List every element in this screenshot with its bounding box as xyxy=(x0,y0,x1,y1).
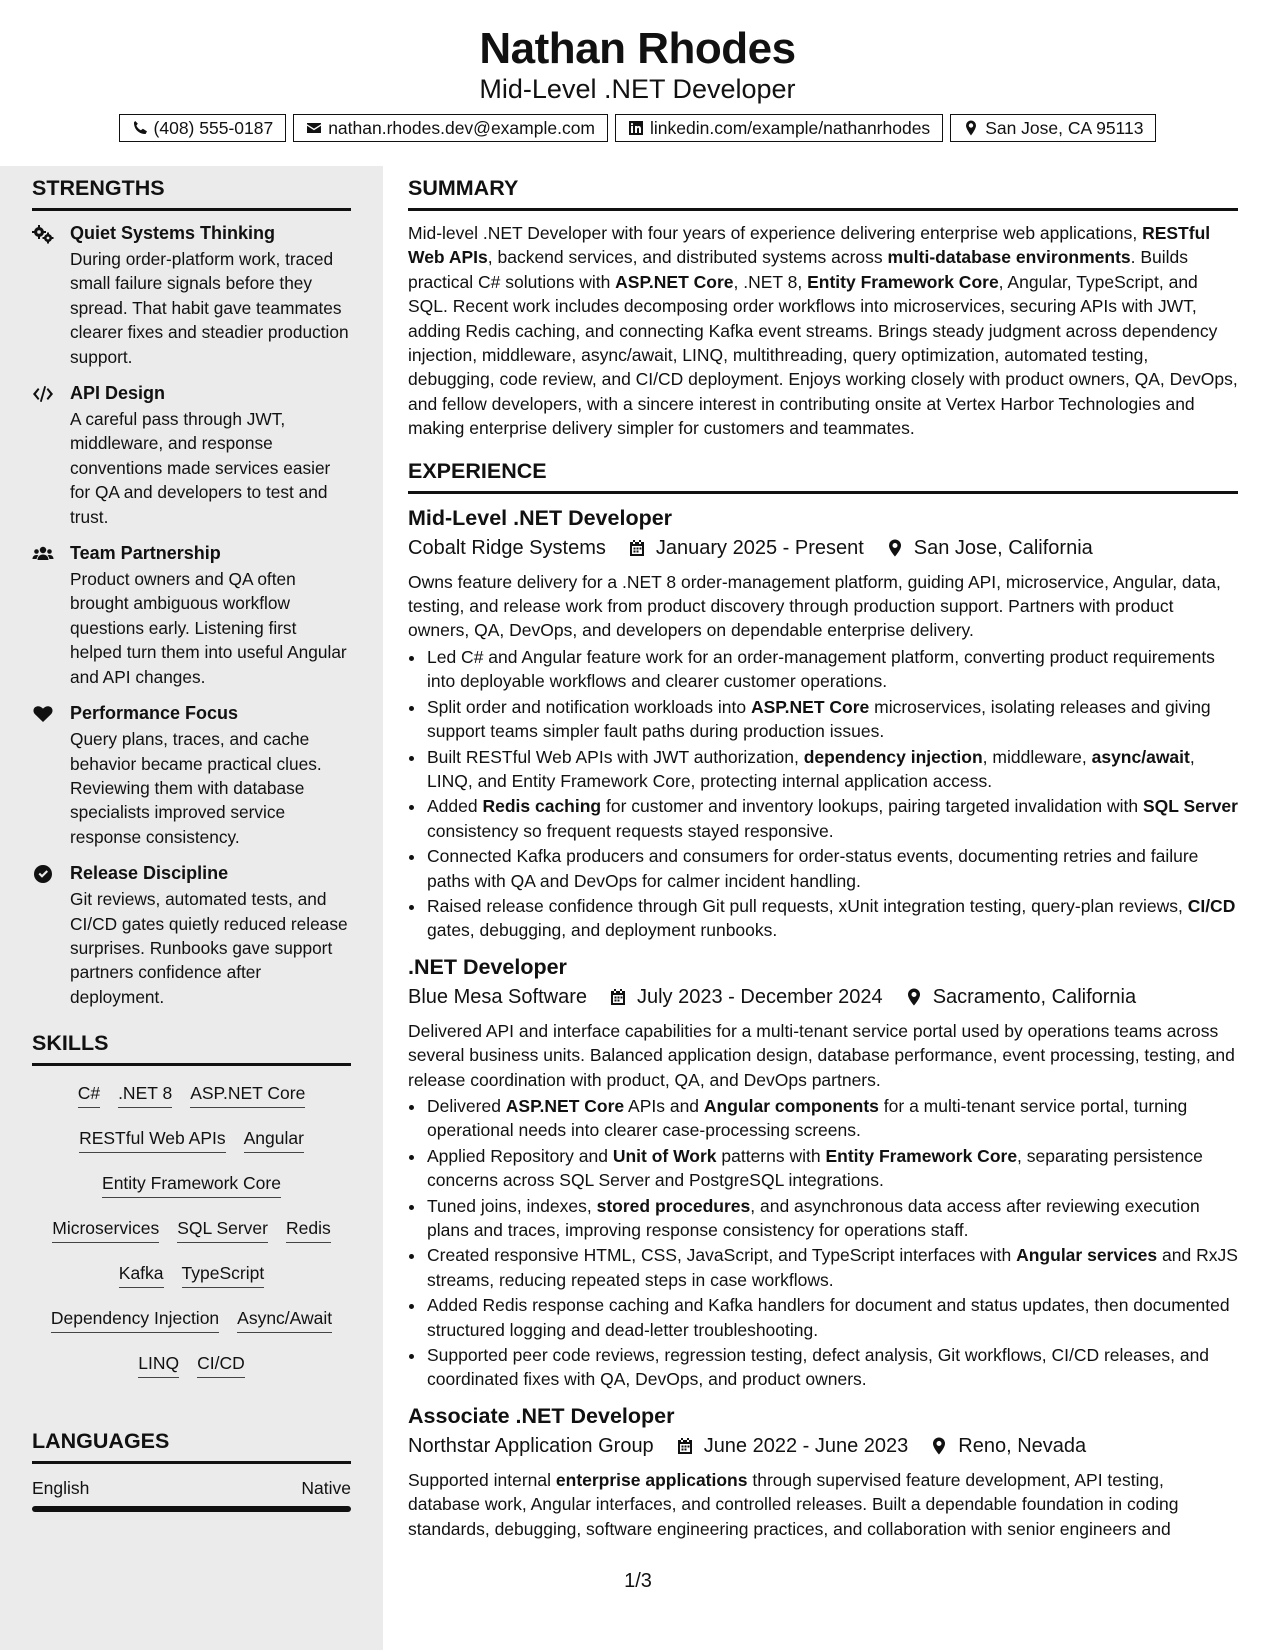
strength-item xyxy=(32,861,351,1009)
map-pin-icon xyxy=(963,120,979,136)
calendar-icon xyxy=(628,539,646,557)
strength-item xyxy=(32,381,351,529)
job-description: Delivered API and interface capabilities for a multi-tenant service portal used by operations teams across several business units. Balanced application design, database performance, event processing, testing, and release coordination with product, QA, and DevOps partners. xyxy=(408,1020,1235,1090)
strength-title: Performance Focus xyxy=(70,703,239,724)
job-bullets xyxy=(408,645,1238,943)
skill-tag: TypeScript xyxy=(182,1261,265,1288)
envelope-icon xyxy=(306,120,322,136)
summary-text: Mid-level .NET Developer with four years of experience delivering enterprise web applications, RESTful Web APIs, backend services, and distributed systems across multi-database environments. Builds practical C# solutions with ASP.NET Core, .NET 8, Entity Framework Core, Angular, TypeScript, and SQL. Recent work includes decomposing order workflows into microservices, securing APIs with JWT, adding Redis caching, and connecting Kafka event streams. Brings steady judgment across dependency injection, middleware, async/await, LINQ, multithreading, query optimization, automated testing, debugging, code review, and CI/CD deployment. Enjoys working closely with product owners, QA, DevOps, and fellow developers, with a sincere interest in contributing onsite at Vertex Harbor Technologies and making enterprise delivery simpler for customers and teammates. xyxy=(408,223,1238,439)
job-bullets xyxy=(408,1094,1238,1392)
users-icon xyxy=(32,544,54,564)
skill-tag: CI/CD xyxy=(197,1351,245,1378)
page-number: 1/3 xyxy=(624,1570,652,1592)
skill-tag: Angular xyxy=(244,1126,304,1153)
strength-title: Team Partnership xyxy=(70,543,221,564)
language-name: English xyxy=(32,1478,90,1499)
job-bullet: • Delivered ASP.NET Core APIs and Angular components for a multi-tenant service portal, turning operational needs into clearer case-processing screens. xyxy=(426,1094,1238,1143)
map-pin-icon xyxy=(905,988,923,1006)
job-title: .NET Developer xyxy=(408,954,567,979)
skill-tag: Entity Framework Core xyxy=(102,1171,281,1198)
sidebar xyxy=(0,166,383,1650)
heart-icon xyxy=(32,704,54,724)
contact-email[interactable] xyxy=(293,114,608,142)
job-description: Owns feature delivery for a .NET 8 order-management platform, guiding API, microservice, Angular, data, testing, and release work from product discovery through production support. Partners with product owners, QA, DevOps, and developers on dependable enterprise delivery. xyxy=(408,571,1221,641)
job-dates: July 2023 - December 2024 xyxy=(636,985,883,1008)
contact-linkedin[interactable] xyxy=(615,114,943,142)
strength-title: Release Discipline xyxy=(70,863,229,884)
job-bullet: • Split order and notification workloads into ASP.NET Core microservices, isolating releases and giving support teams simpler fault paths during production issues. xyxy=(426,695,1238,744)
phone-icon xyxy=(132,120,148,136)
job-entry xyxy=(408,953,1238,1392)
job-location: Reno, Nevada xyxy=(958,1434,1087,1457)
main-content xyxy=(408,166,1238,1541)
language-level: Native xyxy=(301,1478,351,1499)
skill-tag: .NET 8 xyxy=(118,1081,172,1108)
job-bullet: • Connected Kafka producers and consumers for order-status events, documenting retries and failure paths with QA and DevOps for calmer incident handling. xyxy=(426,844,1238,893)
job-bullet: • Created responsive HTML, CSS, JavaScript, and TypeScript interfaces with Angular services and RxJS streams, reducing repeated steps in case workflows. xyxy=(426,1243,1238,1292)
skills-list xyxy=(32,1072,351,1387)
job-bullet: • Added Redis response caching and Kafka handlers for document and status updates, then documented structured logging and dead-letter troubleshooting. xyxy=(426,1293,1238,1342)
job-meta xyxy=(408,983,1238,1011)
calendar-icon xyxy=(676,1437,694,1455)
location-text: San Jose, CA 95113 xyxy=(985,118,1144,138)
strength-title: Quiet Systems Thinking xyxy=(70,223,276,243)
strength-title: API Design xyxy=(70,383,166,404)
skill-tag: Async/Await xyxy=(237,1306,332,1333)
languages-heading: LANGUAGES xyxy=(32,1427,351,1464)
map-pin-icon xyxy=(886,539,904,557)
contact-location xyxy=(950,114,1156,142)
email-text: nathan.rhodes.dev@example.com xyxy=(328,118,596,138)
candidate-title: Mid-Level .NET Developer xyxy=(479,74,796,104)
skill-tag: SQL Server xyxy=(177,1216,268,1243)
linkedin-icon xyxy=(628,120,644,136)
strength-item xyxy=(32,541,351,689)
skill-tag: RESTful Web APIs xyxy=(79,1126,226,1153)
experience-heading: EXPERIENCE xyxy=(408,457,1238,494)
contact-bar xyxy=(0,114,1275,142)
strength-text: Git reviews, automated tests, and CI/CD gates quietly reduced release surprises. Runbooks gave support partners confidence after deployment. xyxy=(70,889,348,1007)
job-meta xyxy=(408,1432,1238,1460)
check-circle-icon xyxy=(32,864,54,884)
skill-tag: C# xyxy=(78,1081,100,1108)
job-dates: June 2022 - June 2023 xyxy=(703,1434,909,1457)
map-pin-icon xyxy=(930,1437,948,1455)
strength-text: During order-platform work, traced small failure signals before they spread. That habit gave teammates clearer fixes and steadier production support. xyxy=(70,249,349,367)
skill-tag: Redis xyxy=(286,1216,331,1243)
job-dates: January 2025 - Present xyxy=(655,536,864,559)
skill-tag: LINQ xyxy=(138,1351,179,1378)
job-company: Cobalt Ridge Systems xyxy=(408,536,606,559)
skill-tag: Kafka xyxy=(119,1261,164,1288)
strengths-heading: STRENGTHS xyxy=(32,174,351,211)
job-bullet: • Led C# and Angular feature work for an order-management platform, converting product requirements into deployable workflows and clearer customer operations. xyxy=(426,645,1238,694)
job-title: Mid-Level .NET Developer xyxy=(408,505,673,530)
job-bullet: • Supported peer code reviews, regression testing, defect analysis, Git workflows, CI/CD releases, and coordinated fixes with QA, DevOps, and product owners. xyxy=(426,1343,1238,1392)
job-bullet: • Raised release confidence through Git pull requests, xUnit integration testing, query-plan reviews, CI/CD gates, debugging, and deployment runbooks. xyxy=(426,894,1238,943)
job-entry xyxy=(408,1402,1238,1541)
job-location: Sacramento, California xyxy=(932,985,1137,1008)
job-location: San Jose, California xyxy=(913,536,1093,559)
contact-phone[interactable] xyxy=(119,114,287,142)
resume-header xyxy=(0,0,1275,166)
job-company: Northstar Application Group xyxy=(408,1434,654,1457)
language-row xyxy=(32,1476,351,1500)
linkedin-text: linkedin.com/example/nathanrhodes xyxy=(650,118,931,138)
job-title: Associate .NET Developer xyxy=(408,1403,675,1428)
strength-text: A careful pass through JWT, middleware, and response conventions made services easier for QA and developers to test and trust. xyxy=(70,409,331,527)
language-level-bar xyxy=(32,1506,351,1512)
gears-icon xyxy=(32,224,54,244)
strength-item xyxy=(32,221,351,369)
job-bullet: • Built RESTful Web APIs with JWT authorization, dependency injection, middleware, async/await, LINQ, and Entity Framework Core, protecting internal application access. xyxy=(426,745,1238,794)
strength-item xyxy=(32,701,351,849)
job-meta xyxy=(408,534,1238,562)
skill-tag: ASP.NET Core xyxy=(190,1081,305,1108)
phone-text: (408) 555-0187 xyxy=(153,118,274,138)
job-bullet: • Applied Repository and Unit of Work patterns with Entity Framework Core, separating persistence concerns across SQL Server and PostgreSQL integrations. xyxy=(426,1144,1238,1193)
skills-heading: SKILLS xyxy=(32,1029,351,1066)
strength-text: Product owners and QA often brought ambiguous workflow questions early. Listening first helped turn them into useful Angular and API changes. xyxy=(70,569,347,687)
job-company: Blue Mesa Software xyxy=(408,985,587,1008)
strength-text: Query plans, traces, and cache behavior became practical clues. Reviewing them with database specialists improved service response consistency. xyxy=(70,729,322,847)
summary-heading: SUMMARY xyxy=(408,174,1238,211)
skill-tag: Dependency Injection xyxy=(51,1306,219,1333)
candidate-name: Nathan Rhodes xyxy=(479,24,796,73)
job-bullet: • Tuned joins, indexes, stored procedures, and asynchronous data access after reviewing execution plans and traces, improving response consistency for operations staff. xyxy=(426,1194,1238,1243)
skill-tag: Microservices xyxy=(52,1216,159,1243)
calendar-icon xyxy=(609,988,627,1006)
job-description: Supported internal enterprise applications through supervised feature development, API testing, database work, Angular interfaces, and controlled releases. Built a dependable foundation in coding standards, debugging, software engineering practices, and collaboration with senior engineers and xyxy=(408,1469,1179,1539)
job-entry xyxy=(408,504,1238,943)
job-bullet: • Added Redis caching for customer and inventory lookups, pairing targeted invalidation with SQL Server consistency so frequent requests stayed responsive. xyxy=(426,794,1238,843)
code-icon xyxy=(32,384,54,404)
